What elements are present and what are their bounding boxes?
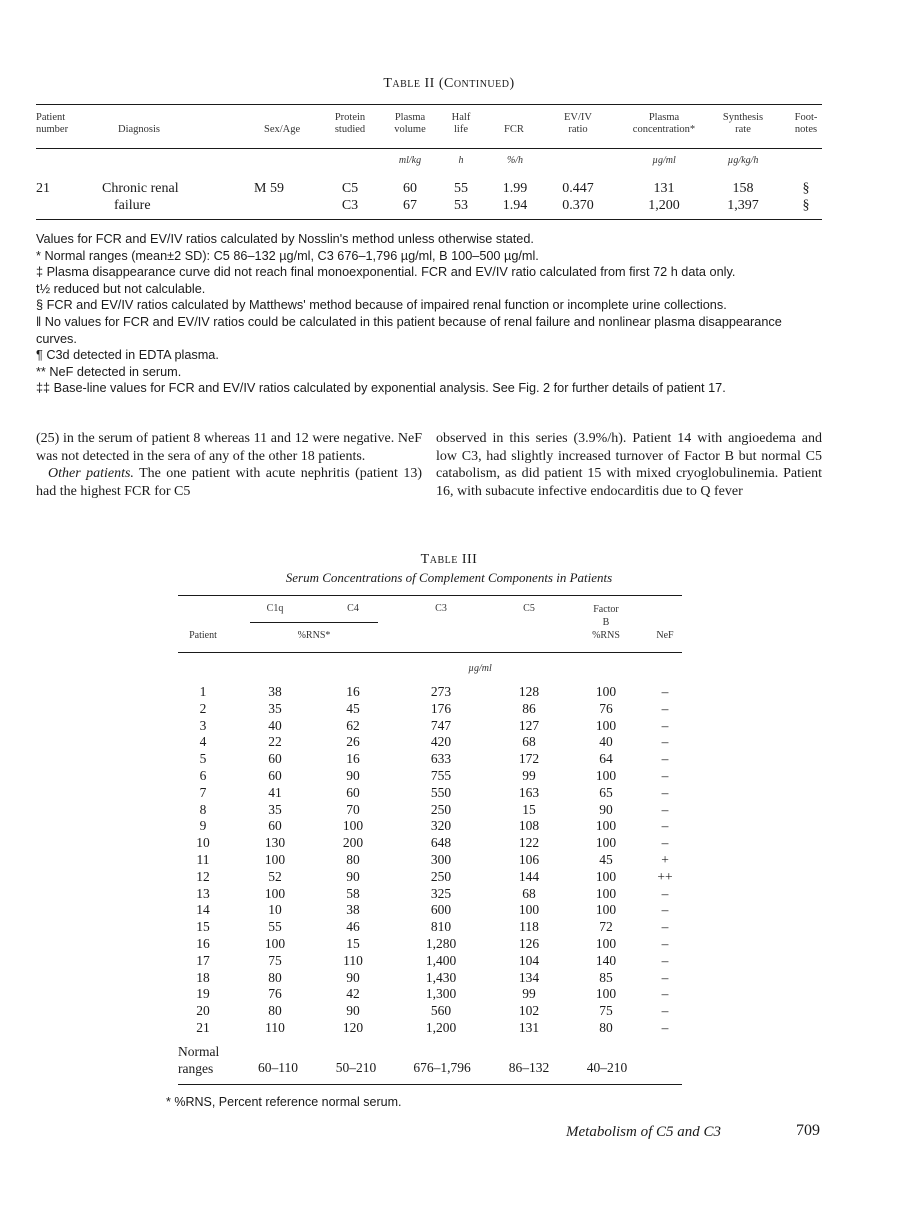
t3-patient: 21 [196, 1020, 210, 1035]
t3-c4: 60 [346, 784, 360, 800]
t3-c5: 131 [518, 1020, 540, 1035]
t3-patient: 17 [196, 952, 210, 968]
t2-h-half-life: Half life [451, 112, 471, 135]
t3-c1q: 75 [268, 952, 282, 968]
table-row [178, 852, 682, 869]
table-row [178, 802, 682, 819]
t3-nef: ++ [657, 868, 673, 884]
t3-c5: 126 [518, 936, 540, 951]
t3-patient: 1 [199, 684, 207, 699]
t3-c5: 128 [518, 684, 540, 699]
t3-c4: 15 [346, 936, 360, 951]
t2-fcr: 1.94 [502, 198, 528, 213]
t3-nef: – [661, 835, 669, 851]
t3-patient: 16 [196, 936, 210, 951]
t3-factor-b: 90 [599, 801, 613, 817]
table-row [178, 902, 682, 919]
t3-c3: 325 [430, 885, 452, 901]
t3-c1q: 41 [268, 784, 282, 800]
t3-c4: 16 [346, 751, 360, 767]
table2-top-rule [36, 104, 822, 105]
t3-c3: 176 [430, 700, 452, 716]
t2-sexage: M 59 [254, 181, 284, 196]
table-row [178, 684, 682, 701]
t3-patient: 2 [199, 700, 207, 716]
t2-plasma-conc: 131 [653, 181, 675, 196]
t3-c5: 104 [518, 952, 540, 968]
table-row [178, 718, 682, 735]
table-row [178, 986, 682, 1003]
t3-c5: 172 [518, 751, 540, 767]
t2-footnote: § [802, 181, 810, 196]
t3-c5: 108 [518, 818, 540, 834]
t2-h-plasma-conc: Plasma concentration* [632, 112, 696, 135]
footnote-line: * Normal ranges (mean±2 SD): C5 86–132 µg/ml, C3 676–1,796 µg/ml, B 100–500 µg/ml. [36, 248, 539, 263]
t3-c3: 1,300 [425, 986, 457, 1002]
t3-factor-b: 75 [599, 1003, 613, 1019]
body-left-lead: Other patients. [48, 466, 134, 481]
t3-nef: – [661, 717, 669, 733]
t3-factor-b: 76 [599, 700, 613, 716]
t2-h-protein: Protein studied [334, 112, 366, 135]
t3-factor-b: 140 [595, 952, 617, 968]
t3-c4: 90 [346, 868, 360, 884]
t3-c1q: 35 [268, 801, 282, 817]
t3-patient: 10 [196, 835, 210, 851]
t3-c4: 120 [342, 1020, 364, 1035]
t3-nef: – [661, 700, 669, 716]
t3-c1q: 35 [268, 700, 282, 716]
t3-c3: 320 [430, 818, 452, 834]
t3-nef: – [661, 784, 669, 800]
t2-plasma-volume: 60 [403, 181, 417, 196]
t3-c5: 99 [522, 986, 536, 1002]
t3-c1q: 38 [268, 684, 282, 699]
footnote-line: ¶ C3d detected in EDTA plasma. [36, 348, 219, 363]
t3-c5: 15 [522, 801, 536, 817]
body-left-p1: (25) in the serum of patient 8 whereas 11 and 12 were negative. NeF was not detected in the sera of any of the other 18 patients. [36, 431, 422, 464]
t3-c4: 58 [346, 885, 360, 901]
t3-factor-b: 40 [599, 734, 613, 750]
t3-c4: 90 [346, 768, 360, 783]
t3-c4: 90 [346, 969, 360, 985]
t2-ev-iv: 0.370 [562, 198, 594, 213]
table-row [178, 785, 682, 802]
t3-c3: 633 [430, 751, 452, 767]
t3-factor-b: 100 [595, 717, 617, 733]
t2-protein: C5 [341, 181, 359, 196]
t3-nef: – [661, 1003, 669, 1019]
t3-c3: 747 [430, 717, 452, 733]
t3-c5: 86 [522, 700, 536, 716]
t3-c1q: 100 [264, 936, 286, 951]
t3-c1q: 22 [268, 734, 282, 750]
t3-c1q: 10 [268, 902, 282, 918]
t2-h-ev-iv: EV/IV ratio [564, 112, 592, 135]
t3-h-c3: C3 [435, 603, 447, 614]
t3-c5: 134 [518, 969, 540, 985]
t2-plasma-volume: 67 [403, 198, 417, 213]
t3-c3: 1,430 [425, 969, 457, 985]
t3-c4: 46 [346, 919, 360, 935]
table3-subtitle: Serum Concentrations of Complement Components in Patients [285, 570, 613, 585]
t3-c5: 127 [518, 717, 540, 733]
t3-c4: 80 [346, 852, 360, 867]
t2-footnote: § [802, 198, 810, 213]
t3-factor-b: 100 [595, 835, 617, 851]
t3-c1q: 80 [268, 969, 282, 985]
t3-patient: 8 [199, 801, 207, 817]
t3-c5: 99 [522, 768, 536, 783]
t3-c3: 600 [430, 902, 452, 918]
table-row [178, 818, 682, 835]
t3-factor-b: 100 [595, 986, 617, 1002]
t3-h-c5: C5 [523, 603, 535, 614]
table-row [178, 919, 682, 936]
t3-normal-c1q: 60–110 [258, 1060, 298, 1075]
t3-c5: 100 [518, 902, 540, 918]
t3-patient: 14 [196, 902, 210, 918]
table3-top-rule [178, 595, 682, 596]
page-number: 709 [796, 1122, 820, 1139]
t3-factor-b: 100 [595, 768, 617, 783]
t3-c3: 300 [430, 852, 452, 867]
footnote-line: ‖ No values for FCR and EV/IV ratios could be calculated in this patient because of renal failure and nonlinear plasma disappearance curves. [36, 314, 782, 346]
table-row [178, 734, 682, 751]
t3-nef: – [661, 986, 669, 1002]
t3-nef: – [661, 768, 669, 783]
t3-patient: 4 [199, 734, 207, 750]
t3-factor-b: 100 [595, 936, 617, 951]
t3-c4: 110 [343, 952, 363, 968]
t2-h-patient: Patient number [36, 112, 69, 135]
t3-c3: 648 [430, 835, 452, 851]
t3-c5: 163 [518, 784, 540, 800]
t3-factor-b: 45 [599, 852, 613, 867]
t3-nef: – [661, 1020, 669, 1035]
t3-patient: 6 [199, 768, 207, 783]
t3-factor-b: 100 [595, 868, 617, 884]
t3-patient: 7 [199, 784, 207, 800]
t3-c1q: 100 [264, 852, 286, 867]
t3-c4: 26 [346, 734, 360, 750]
body-column-left [36, 430, 422, 500]
t3-c4: 62 [346, 717, 360, 733]
t2-unit-plasma-volume: ml/kg [398, 155, 422, 166]
t3-c3: 250 [430, 868, 452, 884]
t2-unit-synthesis: µg/kg/h [727, 155, 759, 166]
t3-h-factor-b: Factor B %RNS [592, 604, 620, 641]
t3-nef: – [661, 818, 669, 834]
t3-c4: 38 [346, 902, 360, 918]
t3-c1q: 100 [264, 885, 286, 901]
t2-synthesis: 1,397 [727, 198, 759, 213]
table-row [178, 835, 682, 852]
t3-c3: 250 [430, 801, 452, 817]
footnote-line: Values for FCR and EV/IV ratios calculated by Nosslin's method unless otherwise stated. [36, 232, 534, 246]
t3-c3: 810 [430, 919, 452, 935]
t3-c4: 100 [342, 818, 364, 834]
t3-nef: – [661, 684, 669, 699]
t2-ev-iv: 0.447 [562, 181, 594, 196]
t3-factor-b: 100 [595, 902, 617, 918]
t3-patient: 19 [196, 986, 210, 1002]
t3-nef: – [661, 751, 669, 767]
t3-normal-c5: 86–132 [508, 1060, 550, 1075]
footnote-line: ‡ Plasma disappearance curve did not reach final monoexponential. FCR and EV/IV ratio calculated from first 72 h data only. [36, 265, 736, 280]
t3-normal-factor-b: 40–210 [586, 1060, 628, 1075]
t3-c4: 45 [346, 700, 360, 716]
table-row [178, 768, 682, 785]
t3-c4: 70 [346, 801, 360, 817]
t2-half-life: 55 [454, 181, 468, 196]
table3-title: Table III [420, 552, 478, 567]
t3-c1q: 52 [268, 868, 282, 884]
t3-patient: 12 [196, 868, 210, 884]
t2-protein: C3 [341, 198, 359, 213]
t2-synthesis: 158 [732, 181, 754, 196]
t3-c1q: 80 [268, 1003, 282, 1019]
t3-nef: + [661, 852, 669, 867]
t3-c1q: 76 [268, 986, 282, 1002]
t3-h-rns: %RNS* [297, 630, 331, 641]
t3-factor-b: 72 [599, 919, 613, 935]
t3-c4: 200 [342, 835, 364, 851]
t3-h-c4: C4 [347, 603, 359, 614]
t3-c4: 90 [346, 1003, 360, 1019]
t3-patient: 11 [196, 852, 210, 867]
t2-h-plasma-volume: Plasma volume [394, 112, 426, 135]
t3-c3: 550 [430, 784, 452, 800]
t3-patient: 20 [196, 1003, 210, 1019]
t2-plasma-conc: 1,200 [648, 198, 680, 213]
t3-h-patient: Patient [189, 630, 217, 641]
t2-fcr: 1.99 [502, 181, 528, 196]
table-row [178, 886, 682, 903]
table-row [178, 953, 682, 970]
t2-h-footnotes: Foot- notes [794, 112, 818, 135]
t3-c5: 122 [518, 835, 540, 851]
t3-patient: 3 [199, 717, 207, 733]
t2-half-life: 53 [454, 198, 468, 213]
table-row [178, 869, 682, 886]
table-row [178, 936, 682, 953]
t2-patient: 21 [36, 181, 50, 196]
t2-h-sexage: Sex/Age [264, 124, 301, 135]
t3-patient: 15 [196, 919, 210, 935]
t3-factor-b: 100 [595, 885, 617, 901]
t3-patient: 18 [196, 969, 210, 985]
t3-nef: – [661, 919, 669, 935]
t2-unit-half-life: h [458, 155, 464, 166]
t3-c1q: 60 [268, 768, 282, 783]
table-row [178, 751, 682, 768]
t3-factor-b: 80 [599, 1020, 613, 1035]
table2-bottom-rule [36, 219, 822, 220]
t3-c3: 273 [430, 684, 452, 699]
t3-c5: 102 [518, 1003, 540, 1019]
t3-c4: 42 [346, 986, 360, 1002]
t3-nef: – [661, 936, 669, 951]
t3-c3: 420 [430, 734, 452, 750]
t3-c3: 755 [430, 768, 452, 783]
t3-c5: 118 [519, 919, 539, 935]
t3-factor-b: 65 [599, 784, 613, 800]
table3-rns-rule [250, 622, 378, 623]
table3-bottom-rule [178, 1084, 682, 1085]
t3-nef: – [661, 969, 669, 985]
t3-c3: 1,400 [425, 952, 457, 968]
t3-c5: 68 [522, 734, 536, 750]
t2-h-diagnosis: Diagnosis [118, 124, 160, 135]
table-row [178, 1003, 682, 1020]
t3-c1q: 55 [268, 919, 282, 935]
t3-c4: 16 [346, 684, 360, 699]
t3-patient: 5 [199, 751, 207, 767]
t3-nef: – [661, 952, 669, 968]
t3-c3: 560 [430, 1003, 452, 1019]
t2-unit-plasma-conc: µg/ml [652, 155, 676, 166]
t3-nef: – [661, 734, 669, 750]
t3-unit: µg/ml [468, 663, 492, 674]
t3-c1q: 40 [268, 717, 282, 733]
t3-nef: – [661, 902, 669, 918]
table-row [178, 970, 682, 987]
table3-header-rule [178, 652, 682, 653]
table-row [178, 1020, 682, 1037]
t3-normal-c3: 676–1,796 [413, 1060, 471, 1075]
body-left-p2: The one patient with acute nephritis (patient 13) had the highest FCR for C5 [36, 466, 422, 499]
footnote-line: ** NeF detected in serum. [36, 364, 182, 379]
t3-c5: 68 [522, 885, 536, 901]
t3-patient: 9 [199, 818, 207, 834]
t2-h-synthesis: Synthesis rate [722, 112, 764, 135]
t3-h-nef: NeF [656, 630, 674, 641]
t2-h-fcr: FCR [504, 124, 524, 135]
t3-nef: – [661, 801, 669, 817]
t2-diagnosis-line2: failure [114, 198, 151, 213]
table2-header-rule [36, 148, 822, 149]
t3-factor-b: 85 [599, 969, 613, 985]
t3-c5: 144 [518, 868, 540, 884]
t3-h-c1q: C1q [266, 603, 284, 614]
t3-c5: 106 [518, 852, 540, 867]
t3-factor-b: 64 [599, 751, 613, 767]
t2-unit-fcr: %/h [506, 155, 524, 166]
t3-normal-label: Normal ranges [178, 1044, 220, 1076]
t3-c1q: 60 [268, 818, 282, 834]
t3-factor-b: 100 [595, 818, 617, 834]
t3-nef: – [661, 885, 669, 901]
footnote-line: § FCR and EV/IV ratios calculated by Matthews' method because of impaired renal function or incomplete urine collections. [36, 298, 727, 313]
table2-title: Table II (Continued) [383, 76, 515, 91]
footnote-line: t½ reduced but not calculable. [36, 281, 206, 296]
table2-header [36, 112, 822, 144]
t3-c1q: 110 [265, 1020, 285, 1035]
body-column-right: observed in this series (3.9%/h). Patient 14 with angioedema and low C3, had slightly increased turnover of Factor B but normal C5 catabolism, as did patient 15 with mixed cryoglobulinemia. Patient 16, with subacute infective endocarditis due to Q fever [436, 431, 822, 499]
t3-patient: 13 [196, 885, 210, 901]
t3-factor-b: 100 [595, 684, 617, 699]
table3-footnote: * %RNS, Percent reference normal serum. [166, 1095, 402, 1109]
table-row [178, 701, 682, 718]
footnote-line: ‡‡ Base-line values for FCR and EV/IV ratios calculated by exponential analysis. See Fig. 2 for further details of patient 17. [36, 381, 726, 396]
t3-c3: 1,280 [425, 936, 457, 951]
running-title: Metabolism of C5 and C3 [566, 1124, 722, 1140]
t3-c1q: 130 [264, 835, 286, 851]
t3-normal-c4: 50–210 [335, 1060, 377, 1075]
table2-footnotes [36, 231, 826, 397]
t3-c1q: 60 [268, 751, 282, 767]
t2-diagnosis-line1: Chronic renal [102, 181, 179, 196]
t3-c3: 1,200 [425, 1020, 457, 1035]
